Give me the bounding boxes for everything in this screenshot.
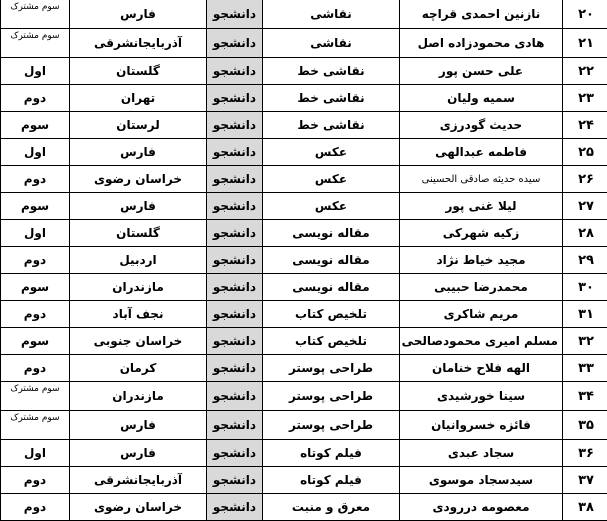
row-number: ۳۲	[563, 328, 607, 355]
role: دانشجو	[207, 440, 263, 467]
province: مازندران	[70, 274, 207, 301]
table-row	[1, 0, 607, 29]
table-row	[1, 112, 607, 139]
province: اردبیل	[70, 247, 207, 274]
role: دانشجو	[207, 58, 263, 85]
province: گلستان	[70, 220, 207, 247]
category: معرق و منبت	[263, 494, 400, 521]
role: دانشجو	[207, 139, 263, 166]
participant-name: لیلا غنی پور	[400, 193, 563, 220]
province: آذربایجانشرقی	[70, 467, 207, 494]
rank: سوم	[1, 328, 70, 355]
category: فیلم کوتاه	[263, 440, 400, 467]
table-row	[1, 494, 607, 521]
rank: دوم	[1, 85, 70, 112]
category: عکس	[263, 193, 400, 220]
role: دانشجو	[207, 355, 263, 382]
table-row	[1, 274, 607, 301]
role: دانشجو	[207, 0, 263, 29]
category: مقاله نویسی	[263, 247, 400, 274]
role: دانشجو	[207, 193, 263, 220]
role: دانشجو	[207, 112, 263, 139]
table-row	[1, 85, 607, 112]
role: دانشجو	[207, 494, 263, 521]
rank: دوم	[1, 247, 70, 274]
participant-name: سجاد عبدی	[400, 440, 563, 467]
province: فارس	[70, 440, 207, 467]
role: دانشجو	[207, 328, 263, 355]
rank: دوم	[1, 467, 70, 494]
participant-name: علی حسن پور	[400, 58, 563, 85]
table-row	[1, 139, 607, 166]
participant-name: سمیه ولیان	[400, 85, 563, 112]
table-row	[1, 355, 607, 382]
row-number: ۲۴	[563, 112, 607, 139]
category: مقاله نویسی	[263, 274, 400, 301]
table-row	[1, 247, 607, 274]
category: نقاشی خط	[263, 58, 400, 85]
row-number: ۲۸	[563, 220, 607, 247]
role: دانشجو	[207, 274, 263, 301]
table-row	[1, 166, 607, 193]
rank: سوم	[1, 193, 70, 220]
role: دانشجو	[207, 29, 263, 58]
role: دانشجو	[207, 166, 263, 193]
province: فارس	[70, 139, 207, 166]
category: نقاشی خط	[263, 85, 400, 112]
role: دانشجو	[207, 382, 263, 411]
results-table-body	[1, 0, 607, 521]
table-row	[1, 58, 607, 85]
role: دانشجو	[207, 247, 263, 274]
role: دانشجو	[207, 85, 263, 112]
row-number: ۳۵	[563, 411, 607, 440]
participant-name: زکیه شهرکی	[400, 220, 563, 247]
participant-name: سیده حدیثه صادقی الحسینی	[400, 166, 563, 193]
category: نقاشی	[263, 0, 400, 29]
row-number: ۲۲	[563, 58, 607, 85]
table-row	[1, 382, 607, 411]
category: طراحی پوستر	[263, 382, 400, 411]
province: فارس	[70, 411, 207, 440]
row-number: ۳۴	[563, 382, 607, 411]
category: عکس	[263, 166, 400, 193]
province: خراسان رضوی	[70, 494, 207, 521]
category: نقاشی	[263, 29, 400, 58]
rank: سوم مشترک	[1, 0, 70, 29]
participant-name: مسلم امیری محمودصالحی	[400, 328, 563, 355]
role: دانشجو	[207, 411, 263, 440]
province: لرستان	[70, 112, 207, 139]
province: آذربایجانشرقی	[70, 29, 207, 58]
category: فیلم کوتاه	[263, 467, 400, 494]
province: گلستان	[70, 58, 207, 85]
province: کرمان	[70, 355, 207, 382]
rank: دوم	[1, 494, 70, 521]
row-number: ۳۷	[563, 467, 607, 494]
row-number: ۲۱	[563, 29, 607, 58]
rank: سوم	[1, 112, 70, 139]
participant-name: محمدرضا حبیبی	[400, 274, 563, 301]
rank: اول	[1, 139, 70, 166]
category: تلخیص کتاب	[263, 301, 400, 328]
table-row	[1, 328, 607, 355]
province: فارس	[70, 193, 207, 220]
rank: دوم	[1, 355, 70, 382]
participant-name: فائزه خسروانیان	[400, 411, 563, 440]
row-number: ۳۱	[563, 301, 607, 328]
row-number: ۳۸	[563, 494, 607, 521]
participant-name: الهه فلاح خنامان	[400, 355, 563, 382]
rank: دوم	[1, 301, 70, 328]
rank: دوم	[1, 166, 70, 193]
category: نقاشی خط	[263, 112, 400, 139]
row-number: ۲۳	[563, 85, 607, 112]
rank: اول	[1, 58, 70, 85]
province: فارس	[70, 0, 207, 29]
table-row	[1, 220, 607, 247]
participant-name: سینا خورشیدی	[400, 382, 563, 411]
table-row	[1, 29, 607, 58]
row-number: ۳۶	[563, 440, 607, 467]
participant-name: نازنین احمدی قراچه	[400, 0, 563, 29]
participant-name: سیدسجاد موسوی	[400, 467, 563, 494]
province: خراسان جنوبی	[70, 328, 207, 355]
participant-name: مریم شاکری	[400, 301, 563, 328]
category: عکس	[263, 139, 400, 166]
category: طراحی پوستر	[263, 411, 400, 440]
category: مقاله نویسی	[263, 220, 400, 247]
rank: اول	[1, 440, 70, 467]
rank: سوم	[1, 274, 70, 301]
rank: سوم مشترک	[1, 411, 70, 440]
participant-name: هادی محمودزاده اصل	[400, 29, 563, 58]
role: دانشجو	[207, 220, 263, 247]
rank: سوم مشترک	[1, 382, 70, 411]
row-number: ۲۶	[563, 166, 607, 193]
province: خراسان رضوی	[70, 166, 207, 193]
table-row	[1, 467, 607, 494]
table-row	[1, 440, 607, 467]
category: تلخیص کتاب	[263, 328, 400, 355]
province: نجف آباد	[70, 301, 207, 328]
role: دانشجو	[207, 301, 263, 328]
table-row	[1, 193, 607, 220]
table-row	[1, 301, 607, 328]
rank: سوم مشترک	[1, 29, 70, 58]
province: مازندران	[70, 382, 207, 411]
role: دانشجو	[207, 467, 263, 494]
participant-name: فاطمه عبدالهی	[400, 139, 563, 166]
row-number: ۳۳	[563, 355, 607, 382]
participant-name: معصومه دررودی	[400, 494, 563, 521]
row-number: ۲۰	[563, 0, 607, 29]
row-number: ۳۰	[563, 274, 607, 301]
participant-name: مجید خیاط نژاد	[400, 247, 563, 274]
row-number: ۲۹	[563, 247, 607, 274]
rank: اول	[1, 220, 70, 247]
category: طراحی پوستر	[263, 355, 400, 382]
row-number: ۲۷	[563, 193, 607, 220]
table-row	[1, 411, 607, 440]
participant-name: حدیث گودرزی	[400, 112, 563, 139]
province: تهران	[70, 85, 207, 112]
row-number: ۲۵	[563, 139, 607, 166]
